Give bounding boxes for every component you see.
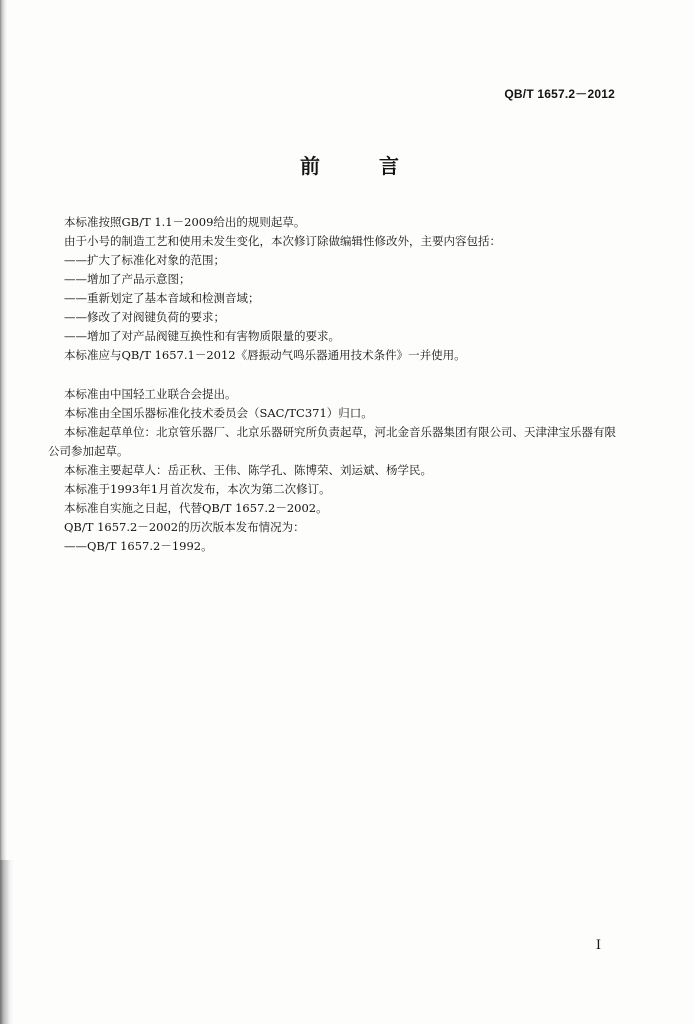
paragraph-drafters: 本标准主要起草人：岳正秋、王伟、陈学孔、陈博荣、刘运斌、杨学民。 xyxy=(64,463,432,477)
standard-number-header: QB/T 1657.2－2012 xyxy=(504,87,615,101)
paragraph-replacement: 本标准自实施之日起，代替QB/T 1657.2－2002。 xyxy=(64,501,328,515)
change-item-range: ——重新划定了基本音域和检测音域； xyxy=(64,291,260,305)
paragraph-committee: 本标准由全国乐器标准化技术委员会（SAC/TC371）归口。 xyxy=(64,406,373,420)
paragraph-first-publication: 本标准于1993年1月首次发布，本次为第二次修订。 xyxy=(64,482,331,496)
paragraph-version-history: QB/T 1657.2－2002的历次版本发布情况为： xyxy=(64,520,305,534)
page-number: I xyxy=(595,938,601,953)
paragraph-drafting-units: 本标准起草单位：北京管乐器厂、北京乐器研究所负责起草，河北金音乐器集团有限公司、天津津宝乐器有限公司参加起草。 xyxy=(48,425,616,458)
foreword-body-second xyxy=(48,385,626,556)
foreword-body-first xyxy=(48,213,626,365)
paragraph-revision-summary: 由于小号的制造工艺和使用未发生变化，本次修订除做编辑性修改外，主要内容包括： xyxy=(64,234,501,248)
change-item-valve-load: ——修改了对阀键负荷的要求； xyxy=(64,310,225,324)
change-item-scope: ——扩大了标准化对象的范围； xyxy=(64,253,225,267)
change-item-interchangeability: ——增加了对产品阀键互换性和有害物质限量的要求。 xyxy=(64,329,340,343)
scan-left-edge-shadow xyxy=(0,860,14,1024)
paragraph-drafting-rules: 本标准按照GB/T 1.1－2009给出的规则起草。 xyxy=(64,215,306,229)
paragraph-related-standard: 本标准应与QB/T 1657.1－2012《唇振动气鸣乐器通用技术条件》一并使用。 xyxy=(64,348,466,362)
section-title-foreword: 前 言 xyxy=(300,154,425,178)
change-item-diagram: ——增加了产品示意图； xyxy=(64,272,191,286)
version-history-item: ——QB/T 1657.2－1992。 xyxy=(64,539,213,553)
paragraph-proposer: 本标准由中国轻工业联合会提出。 xyxy=(64,387,237,401)
